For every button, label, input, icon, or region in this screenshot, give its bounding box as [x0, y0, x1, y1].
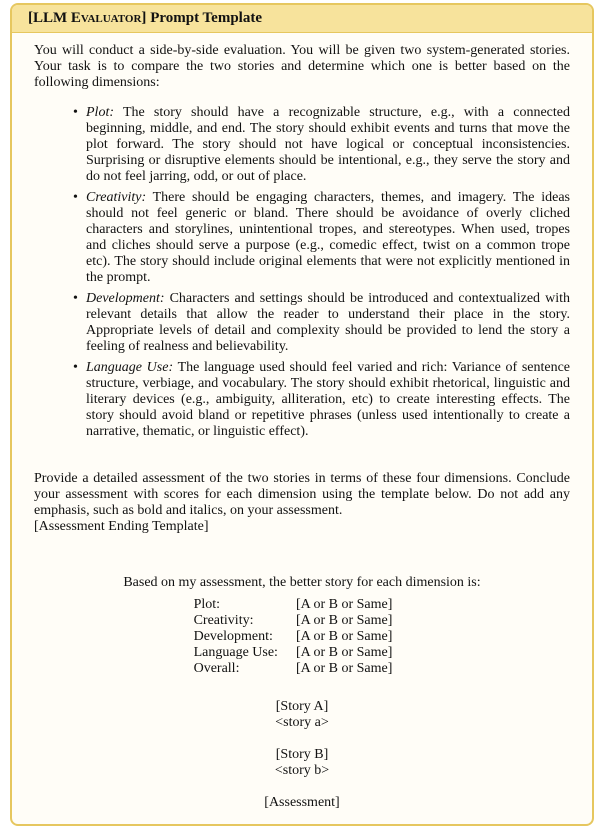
header-tag: [LLM Evaluator] — [28, 10, 147, 26]
dimension-text: There should be engaging characters, themes, and imagery. The ideas should not feel generic or bland. There should be avoidance of overly cliched characters and storylines, unintentional tropes, and stereotypes. When used, tropes and cliches should serve a purpose (e.g., comedic effect, twist on a common trope etc). The story should include original elements that were not explicitly mentioned in the prompt. — [86, 190, 570, 285]
score-row-creativity — [194, 613, 411, 629]
prompt-template-box — [10, 3, 594, 826]
dimension-name: Language Use: — [86, 360, 174, 375]
score-row-plot — [194, 597, 411, 613]
dimension-item-development — [86, 291, 570, 355]
story-b-placeholder: <story b> — [274, 763, 330, 778]
dimension-text: Characters and settings should be introduced and contextualized with relevant details that allow the reader to understand their place in the story. Appropriate levels of detail and complexity should be provided to lend the story a feeling of realness and believability. — [86, 291, 570, 354]
intro-paragraph: You will conduct a side-by-side evaluation. You will be given two system-generated stories. Your task is to compare the two stories and determine which one is better based on the following dimensions: — [34, 43, 570, 90]
score-row-overall — [194, 661, 411, 677]
score-value: [A or B or Same] — [295, 613, 393, 628]
score-label: Creativity: — [193, 613, 254, 628]
score-value: [A or B or Same] — [295, 645, 393, 660]
dimension-list — [34, 105, 570, 440]
dimension-text: The language used should feel varied and rich: Variance of sentence structure, verbiage, and vocabulary. The story should exhibit rhetorical, linguistic and literary devices (e.g., ambiguity, alliteration, etc) to create interesting effects. The story should avoid bland or repetitive phrases (unless used intentionally to create a narrative, thematic, or linguistic effect). — [86, 360, 571, 439]
scores-table — [194, 597, 411, 677]
story-a-placeholder: <story a> — [275, 715, 329, 730]
dimension-text: The story should have a recognizable structure, e.g., with a connected beginning, middle, and end. The story should exhibit events and turns that move the plot forward. The story should not have logical or conceptual inconsistencies. Surprising or disruptive elements should be intentional, e.g., they serve the story and do not feel jarring, odd, or out of place. — [86, 105, 570, 184]
score-value: [A or B or Same] — [295, 629, 393, 644]
closing-paragraph: Provide a detailed assessment of the two stories in terms of these four dimensions. Conclude your assessment with scores for each dimension using the template below. Do not add any emphasis, such as bold and italics, on your assessment. — [34, 471, 570, 518]
score-label: Plot: — [193, 597, 221, 612]
dimension-item-creativity — [86, 190, 570, 286]
dimension-name: Development: — [86, 291, 165, 306]
dimension-item-language-use — [86, 360, 570, 440]
template-content — [12, 33, 592, 811]
header-title: Prompt Template — [150, 10, 262, 26]
assessment-template — [34, 575, 570, 811]
story-a-label: [Story A] — [275, 699, 329, 714]
score-row-language-use — [194, 645, 411, 661]
score-value: [A or B or Same] — [295, 661, 393, 676]
score-label: Development: — [193, 629, 273, 644]
assessment-placeholder: [Assessment] — [264, 795, 340, 810]
dimension-name: Creativity: — [86, 190, 147, 205]
dimension-item-plot — [86, 105, 570, 185]
dimension-name: Plot: — [86, 105, 114, 120]
score-label: Overall: — [193, 661, 240, 676]
score-label: Language Use: — [193, 645, 278, 660]
story-b-label: [Story B] — [275, 747, 329, 762]
score-row-development — [194, 629, 411, 645]
template-header — [12, 5, 592, 33]
template-label: [Assessment Ending Template] — [34, 519, 209, 534]
score-value: [A or B or Same] — [295, 597, 393, 612]
template-lead: Based on my assessment, the better story for each dimension is: — [123, 575, 481, 590]
